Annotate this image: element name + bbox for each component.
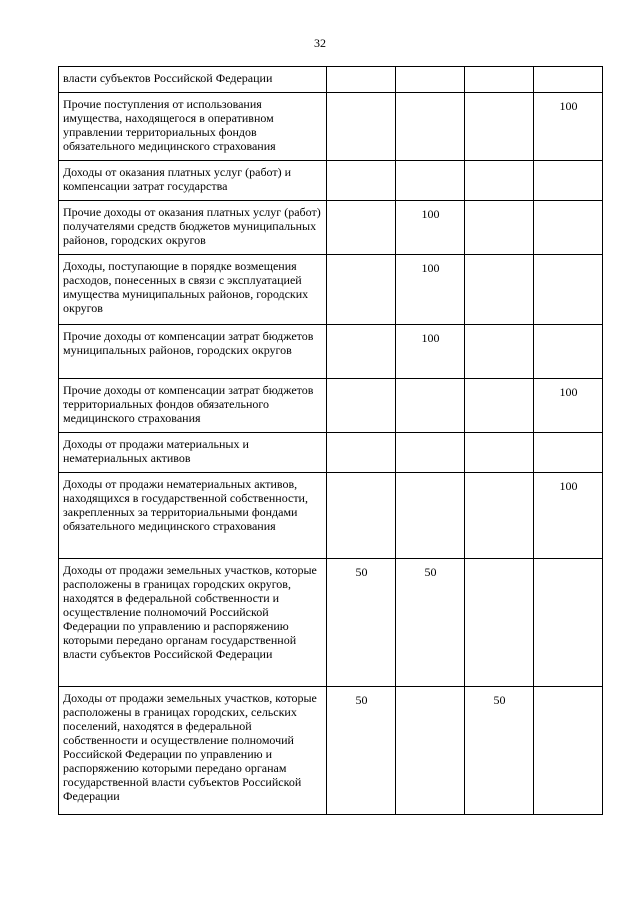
row-description: Прочие доходы от компенсации затрат бюджетов муниципальных районов, городских округов <box>59 325 327 379</box>
row-value-col4 <box>534 67 603 93</box>
row-value-col2 <box>396 67 465 93</box>
row-value-col3: 50 <box>465 687 534 815</box>
row-value-col2: 100 <box>396 255 465 325</box>
table-row <box>59 379 603 433</box>
row-value-col1: 50 <box>327 559 396 687</box>
row-description: Прочие доходы от компенсации затрат бюджетов территориальных фондов обязательного медицинского страхования <box>59 379 327 433</box>
row-value-col4 <box>534 559 603 687</box>
table-row <box>59 687 603 815</box>
row-value-col4: 100 <box>534 473 603 559</box>
table-row <box>59 161 603 201</box>
page-number: 32 <box>314 36 326 50</box>
row-value-col1 <box>327 67 396 93</box>
row-value-col3 <box>465 473 534 559</box>
table-row <box>59 67 603 93</box>
row-value-col1 <box>327 325 396 379</box>
row-description: Прочие поступления от использования имущества, находящегося в оперативном управлении территориальных фондов обязательного медицинского страхования <box>59 93 327 161</box>
row-value-col2 <box>396 93 465 161</box>
row-value-col4 <box>534 161 603 201</box>
row-value-col4 <box>534 255 603 325</box>
row-value-col3 <box>465 255 534 325</box>
row-value-col3 <box>465 201 534 255</box>
row-value-col4: 100 <box>534 379 603 433</box>
row-value-col1: 50 <box>327 687 396 815</box>
row-value-col1 <box>327 201 396 255</box>
row-value-col4 <box>534 201 603 255</box>
table-row <box>59 433 603 473</box>
row-value-col2: 100 <box>396 201 465 255</box>
row-value-col3 <box>465 379 534 433</box>
table-row <box>59 559 603 687</box>
row-description: Доходы от продажи нематериальных активов, находящихся в государственной собственности, закрепленных за территориальными фондами обязательного медицинского страхования <box>59 473 327 559</box>
row-value-col4: 100 <box>534 93 603 161</box>
row-value-col4 <box>534 687 603 815</box>
row-value-col1 <box>327 161 396 201</box>
row-value-col3 <box>465 559 534 687</box>
row-description: Доходы от продажи земельных участков, которые расположены в границах городских, сельских поселений, находятся в федеральной собственности и осуществление полномочий Российской Федерации по управлению и распоряжению которыми передано органам государственной власти субъектов Российской Федерации <box>59 687 327 815</box>
row-value-col3 <box>465 161 534 201</box>
row-description: Доходы, поступающие в порядке возмещения расходов, понесенных в связи с эксплуатацией имущества муниципальных районов, городских округов <box>59 255 327 325</box>
row-value-col3 <box>465 67 534 93</box>
row-value-col1 <box>327 473 396 559</box>
row-value-col2 <box>396 379 465 433</box>
table-row <box>59 93 603 161</box>
row-description: Прочие доходы от оказания платных услуг (работ) получателями средств бюджетов муниципальных районов, городских округов <box>59 201 327 255</box>
table-row <box>59 325 603 379</box>
row-value-col4 <box>534 433 603 473</box>
row-value-col4 <box>534 325 603 379</box>
row-value-col2 <box>396 433 465 473</box>
row-value-col2 <box>396 473 465 559</box>
row-description: Доходы от оказания платных услуг (работ) и компенсации затрат государства <box>59 161 327 201</box>
row-value-col1 <box>327 379 396 433</box>
table-row <box>59 255 603 325</box>
row-value-col2: 100 <box>396 325 465 379</box>
row-value-col1 <box>327 433 396 473</box>
table-row <box>59 473 603 559</box>
row-value-col1 <box>327 255 396 325</box>
row-value-col3 <box>465 325 534 379</box>
row-value-col3 <box>465 93 534 161</box>
row-description: Доходы от продажи земельных участков, которые расположены в границах городских округов, находятся в федеральной собственности и осуществление полномочий Российской Федерации по управлению и распоряжению которыми передано органам государственной власти субъектов Российской Федерации <box>59 559 327 687</box>
row-description: власти субъектов Российской Федерации <box>59 67 327 93</box>
table-row <box>59 201 603 255</box>
row-value-col3 <box>465 433 534 473</box>
row-value-col2 <box>396 161 465 201</box>
row-value-col1 <box>327 93 396 161</box>
row-value-col2 <box>396 687 465 815</box>
row-description: Доходы от продажи материальных и нематериальных активов <box>59 433 327 473</box>
revenue-distribution-table <box>58 66 603 815</box>
row-value-col2: 50 <box>396 559 465 687</box>
